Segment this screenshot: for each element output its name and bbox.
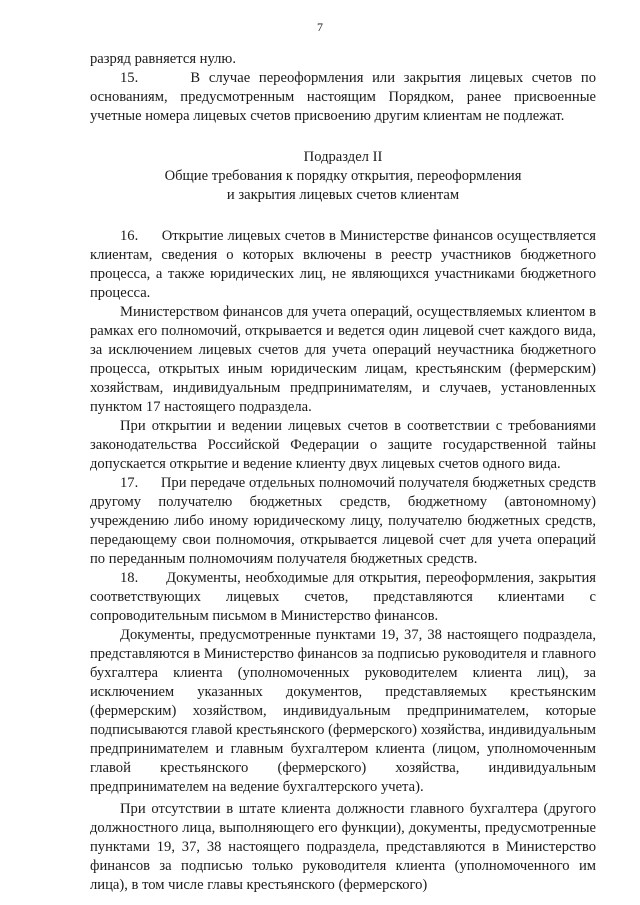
section-heading-title: Подраздел II [303,149,383,165]
page-number: 7 [317,20,323,34]
paragraph-18: 18. Документы, необходимые для открытия, переоформления, закрытия соответствующих лицевых счетов, представляются клиентами с сопроводительным письмом в Министерство финансов. [90,570,596,624]
section-heading [90,148,596,205]
paragraph-18-part-2: Документы, предусмотренные пунктами 19, 37, 38 настоящего подраздела, представляются в Министерство финансов за подписью руководителя и главного бухгалтера клиента (уполномоченных руководителем клиента лиц), за исключением указанных документов, представляемых крестьянским (фермерским) хозяйством, индивидуальным предпринимателем, которые подписываются главой крестьянского (фермерского) хозяйства, индивидуальным предпринимателем и главным бухгалтером клиента (лицом, уполномоченным главой крестьянского (фермерского) хозяйства, индивидуальным предпринимателем на ведение бухгалтерского учета). [90,627,596,795]
document-body [90,50,596,895]
paragraph-16-part-3: При открытии и ведении лицевых счетов в соответствии с требованиями законодательства Российской Федерации о защите государственной тайны допускается открытие и ведение клиенту двух лицевых счетов одного вида. [90,418,596,472]
paragraph-16: 16. Открытие лицевых счетов в Министерстве финансов осуществляется клиентам, сведения о которых включены в реестр участников бюджетного процесса, а также юридических лиц, не являющихся участниками бюджетного процесса. [90,228,596,301]
paragraph-16-part-2: Министерством финансов для учета операций, осуществляемых клиентом в рамках его полномочий, открывается и ведется один лицевой счет каждого вида, за исключением лицевых счетов для учета операций неучастника бюджетного процесса, открытых иным юридическим лицам, крестьянским (фермерским) хозяйствам, индивидуальным предпринимателям, и случаев, установленных пунктом 17 настоящего подраздела. [90,304,596,415]
section-heading-line-3: и закрытия лицевых счетов клиентам [226,187,460,203]
paragraph-18-part-3: При отсутствии в штате клиента должности главного бухгалтера (другого должностного лица, выполняющего его функции), документы, предусмотренные пунктами 19, 37, 38 настоящего подраздела, представляются в Министерство финансов за подписью только руководителя клиента (уполномоченного им лица), в том числе главы крестьянского (фермерского) [90,801,596,893]
paragraph-15: 15. В случае переоформления или закрытия лицевых счетов по основаниям, предусмотренным настоящим Порядком, ранее присвоенные учетные номера лицевых счетов присвоению другим клиентам не подлежат. [90,70,596,124]
paragraph-17: 17. При передаче отдельных полномочий получателя бюджетных средств другому получателю бюджетных средств, бюджетному (автономному) учреждению либо иному юридическому лицу, получателю бюджетных средств, передающему свои полномочия, открывается лицевой счет для учета операций по переданным полномочиям получателя бюджетных средств. [90,475,596,567]
paragraph-continuation: разряд равняется нулю. [90,51,236,67]
section-heading-line-2: Общие требования к порядку открытия, переоформления [164,168,522,184]
